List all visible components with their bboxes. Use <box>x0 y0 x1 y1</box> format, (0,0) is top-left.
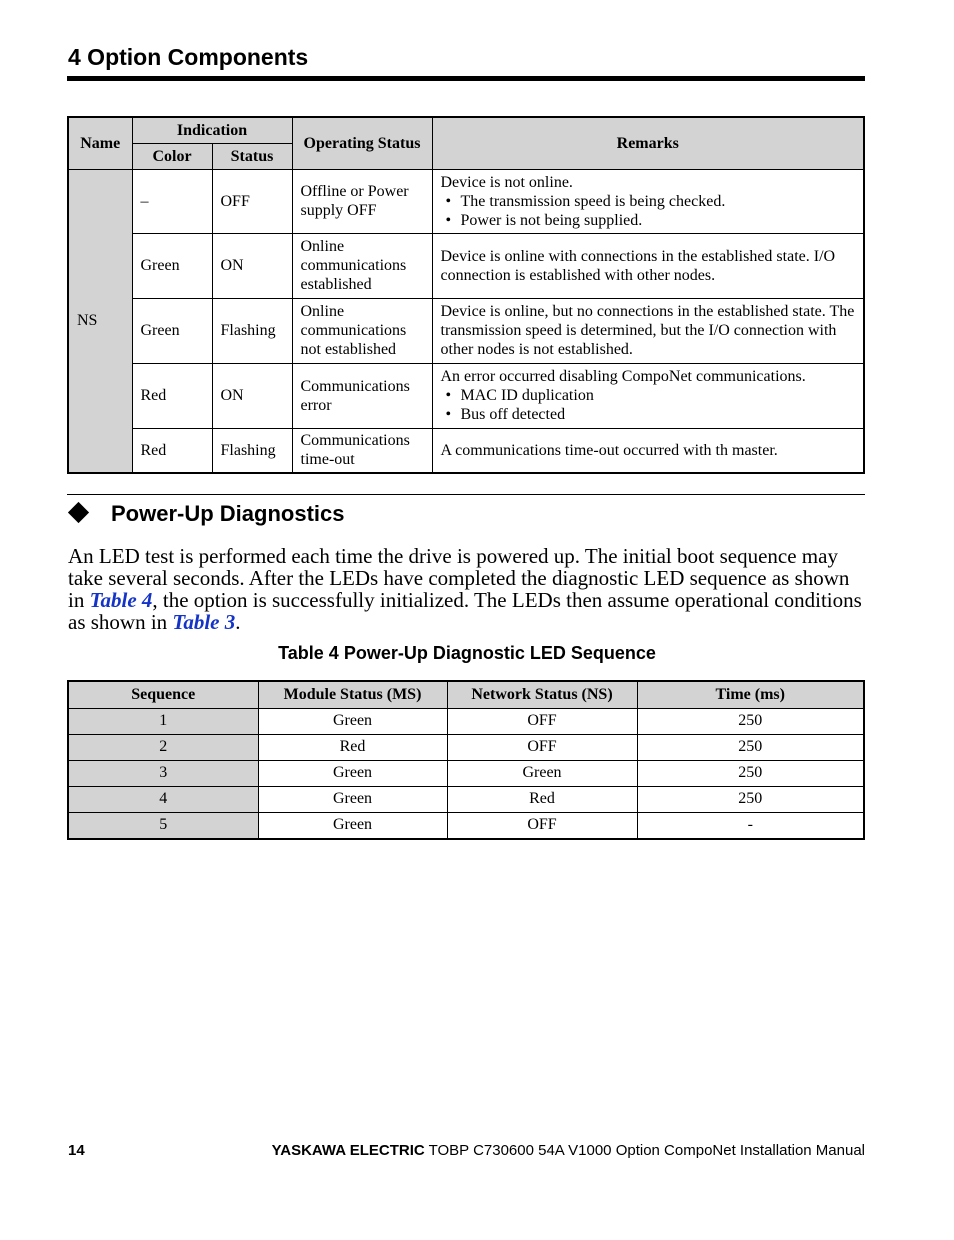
power-up-sequence-table <box>67 680 865 840</box>
table-row <box>68 298 864 363</box>
status-cell: Flashing <box>212 428 292 473</box>
module-status-cell: Green <box>258 760 447 786</box>
name-cell: NS <box>68 169 132 473</box>
header-remarks: Remarks <box>432 117 864 169</box>
status-cell: ON <box>212 363 292 428</box>
network-status-cell: OFF <box>447 812 637 839</box>
remark-bullet: • MAC ID duplication <box>441 386 856 405</box>
color-cell: Green <box>132 233 212 298</box>
network-status-cell: Red <box>447 786 637 812</box>
page-number: 14 <box>68 1142 85 1159</box>
table-row <box>68 428 864 473</box>
section-title: Power-Up Diagnostics <box>111 501 345 526</box>
module-status-cell: Green <box>258 786 447 812</box>
module-status-cell: Green <box>258 708 447 734</box>
remark-bullet: • The transmission speed is being checked. <box>441 192 856 211</box>
section-rule <box>67 494 865 495</box>
table-row <box>68 786 864 812</box>
network-status-cell: OFF <box>447 708 637 734</box>
status-cell: Flashing <box>212 298 292 363</box>
header-status: Status <box>212 143 292 169</box>
remark-bullet: • Power is not being supplied. <box>441 211 856 230</box>
header-network-status: Network Status (NS) <box>447 681 637 708</box>
module-status-cell: Green <box>258 812 447 839</box>
table-row <box>68 363 864 428</box>
time-cell: 250 <box>637 786 864 812</box>
status-cell: OFF <box>212 169 292 233</box>
color-cell: – <box>132 169 212 233</box>
table-row <box>68 812 864 839</box>
table-row <box>68 734 864 760</box>
body-text: , the option is successfully initialized. The LEDs then assume operational conditions as shown in <box>68 588 862 634</box>
header-sequence: Sequence <box>68 681 258 708</box>
remarks-cell <box>432 428 864 473</box>
footer-title <box>272 1142 865 1159</box>
network-status-cell: Green <box>447 760 637 786</box>
network-status-cell: OFF <box>447 734 637 760</box>
chapter-rule <box>67 76 865 81</box>
footer-manual: TOBP C730600 54A V1000 Option CompoNet Installation Manual <box>424 1142 865 1159</box>
body-paragraph <box>68 545 866 633</box>
operating-status-cell: Offline or Power supply OFF <box>292 169 432 233</box>
sequence-cell: 1 <box>68 708 258 734</box>
footer-company: YASKAWA ELECTRIC <box>271 1142 425 1159</box>
table-4-link[interactable]: Table 4 <box>89 588 153 612</box>
table-row <box>68 169 864 233</box>
time-cell: 250 <box>637 760 864 786</box>
operating-status-cell: Communications time-out <box>292 428 432 473</box>
remarks-cell <box>432 363 864 428</box>
sequence-cell: 5 <box>68 812 258 839</box>
module-status-cell: Red <box>258 734 447 760</box>
sequence-cell: 2 <box>68 734 258 760</box>
table-row <box>68 760 864 786</box>
remark-bullets <box>441 192 856 230</box>
sequence-cell: 3 <box>68 760 258 786</box>
header-name: Name <box>68 117 132 169</box>
remarks-cell <box>432 233 864 298</box>
sequence-cell: 4 <box>68 786 258 812</box>
table-3-link[interactable]: Table 3 <box>172 610 236 634</box>
time-cell: 250 <box>637 734 864 760</box>
remark-text: Device is not online. <box>440 173 573 191</box>
table-row <box>68 233 864 298</box>
color-cell: Red <box>132 428 212 473</box>
operating-status-cell: Online communications established <box>292 233 432 298</box>
led-status-table <box>67 116 865 474</box>
remark-bullets <box>441 386 856 424</box>
header-indication: Indication <box>132 117 292 143</box>
remark-text: Device is online with connections in the established state. I/O connection is established with other nodes. <box>440 247 836 284</box>
table-caption: Table 4 Power-Up Diagnostic LED Sequence <box>278 643 656 663</box>
chapter-title: 4 Option Components <box>68 44 309 70</box>
remark-text: An error occurred disabling CompoNet communications. <box>440 368 806 385</box>
color-cell: Red <box>132 363 212 428</box>
diamond-bullet-icon <box>68 502 89 523</box>
body-text: An LED test is performed each time the drive is powered up. The initial boot sequence may take several seconds. After the LEDs have completed the diagnostic LED sequence as shown in <box>68 544 850 612</box>
remark-text: A communications time-out occurred with th master. <box>440 441 778 459</box>
header-time: Time (ms) <box>637 681 864 708</box>
time-cell: 250 <box>637 708 864 734</box>
time-cell: - <box>637 812 864 839</box>
header-operating-status: Operating Status <box>292 117 432 169</box>
color-cell: Green <box>132 298 212 363</box>
body-text: . <box>235 610 241 634</box>
header-module-status: Module Status (MS) <box>258 681 447 708</box>
table-row <box>68 708 864 734</box>
status-cell: ON <box>212 233 292 298</box>
header-color: Color <box>132 143 212 169</box>
remark-text: Device is online, but no connections in the established state. The transmission speed is determined, but the I/O connection with other nodes is not established. <box>440 303 855 358</box>
remark-bullet: • Bus off detected <box>441 405 856 424</box>
remarks-cell <box>432 298 864 363</box>
remarks-cell <box>432 169 864 233</box>
operating-status-cell: Communications error <box>292 363 432 428</box>
operating-status-cell: Online communications not established <box>292 298 432 363</box>
